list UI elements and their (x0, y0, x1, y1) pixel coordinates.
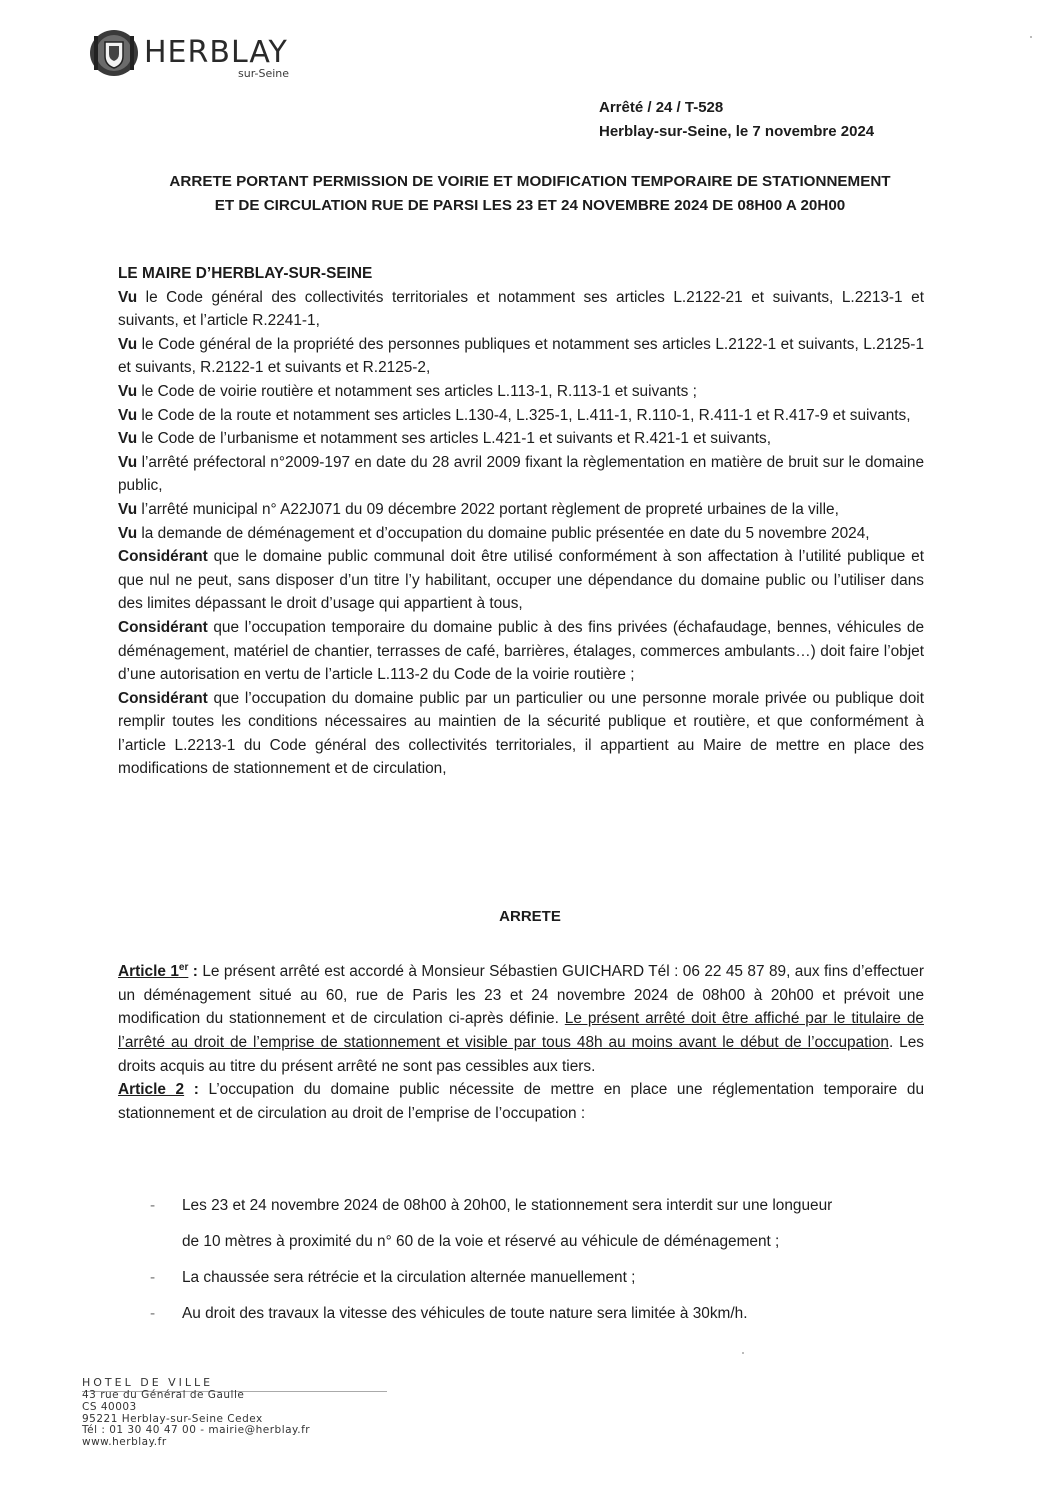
list-item-line-2: de 10 mètres à proximité du n° 60 de la voie et réservé au véhicule de déménagement ; (182, 1233, 780, 1250)
list-item-line-1: Au droit des travaux la vitesse des véhicules de toute nature sera limitée à 30km/h. (182, 1305, 748, 1322)
preamble-item (118, 451, 924, 498)
preamble-item (118, 545, 924, 616)
preamble-text: que l’occupation du domaine public par un particulier ou une personne morale privée ou publique doit remplir toutes les conditions nécessaires au maintien de la sécurité publique et routière, et que conformément à l’article L.2213-1 du Code général des collectivités territoriales, il appartient au Maire de mettre en place des modifications de stationnement et de circulation, (118, 689, 924, 778)
maire-heading: LE MAIRE D’HERBLAY-SUR-SEINE (118, 265, 373, 282)
preamble-text: le Code général de la propriété des personnes publiques et notamment ses articles L.2122-1 et suivants, L.2125-1 et suivants, R.2122-1 et suivants et R.2125-2, (118, 335, 924, 377)
preamble-keyword: Vu (118, 430, 138, 448)
bullet-dash: - (150, 1269, 156, 1286)
arrete-reference: Arrêté / 24 / T-528 (599, 99, 724, 116)
article-1-sup: er (178, 962, 189, 973)
preamble-item (118, 616, 924, 687)
preamble-keyword: Considérant (118, 548, 208, 566)
arrete-reference-block (599, 96, 939, 144)
preamble-text: la demande de déménagement et d’occupation du domaine public présentée en date du 5 novembre 2024, (137, 524, 870, 542)
article-2-colon: : (184, 1081, 199, 1099)
preamble-item (118, 404, 924, 428)
article-1-label (118, 963, 188, 980)
footer-line: 95221 Herblay-sur-Seine Cedex (82, 1412, 263, 1425)
preamble-item (118, 427, 924, 451)
footer-line: www.herblay.fr (82, 1436, 167, 1449)
articles (118, 956, 924, 1125)
preamble-text: le Code général des collectivités territoriales et notamment ses articles L.2122-21 et suivants, L.2213-1 et suivants, et l’article R.2241-1, (118, 288, 924, 330)
measures-list (148, 1194, 928, 1338)
preamble (118, 262, 924, 781)
preamble-item (118, 333, 924, 380)
place-date: Herblay-sur-Seine, le 7 novembre 2024 (599, 123, 875, 140)
preamble-text: le Code de la route et notamment ses articles L.130-4, L.325-1, L.411-1, R.110-1, R.411-1 et R.417-9 et suivants, (137, 406, 911, 424)
list-item-line-1: Les 23 et 24 novembre 2024 de 08h00 à 20h00, le stationnement sera interdit sur une longueur (182, 1197, 833, 1214)
preamble-text: que l’occupation temporaire du domaine public à des fins privées (échafaudage, bennes, véhicules de déménagement, matériel de chantier, terrasses de café, barrières, étalages, commerces ambulants…) doit faire l’objet d’une autorisation en vertu de l’article L.113-2 du Code de la voirie routière ; (118, 618, 924, 684)
preamble-item (118, 687, 924, 781)
article-2-label: Article 2 (118, 1081, 185, 1099)
preamble-text: l’arrêté préfectoral n°2009-197 en date du 28 avril 2009 fixant la règlementation en matière de bruit sur le domaine public, (118, 453, 924, 495)
article-2-text: L’occupation du domaine public nécessite de mettre en place une réglementation temporaire du stationnement et de circulation au droit de l’emprise de l’occupation : (118, 1081, 925, 1122)
preamble-keyword: Vu (118, 524, 138, 542)
preamble-text: que le domaine public communal doit être utilisé conformément à son affectation à l’utilité publique et que nul ne peut, sans disposer d’un titre l’y habilitant, occuper une dépendance du domaine public ou l’utiliser dans des limites dépassant le droit d’usage qui appartient à tous, (118, 548, 924, 613)
footer-address (82, 1376, 402, 1449)
bullet-dash: - (150, 1197, 156, 1214)
article-1-text-b: . Les droits acquis au titre du présent arrêté ne sont pas cessibles aux tiers. (118, 1033, 924, 1075)
preamble-text: l’arrêté municipal n° A22J071 du 09 décembre 2022 portant règlement de propreté urbaines de la ville, (137, 500, 839, 518)
list-item (148, 1194, 928, 1254)
article-1-colon: : (188, 963, 198, 981)
logo-subtitle: sur-Seine (238, 67, 290, 80)
herblay-logo (88, 22, 328, 84)
preamble-keyword: Considérant (118, 689, 208, 707)
article-1-text-a: Le présent arrêté est accordé à Monsieur Sébastien GUICHARD Tél : 06 22 45 87 89, aux fins d’effectuer un déménagement situé au 60, rue de Paris les 23 et 24 novembre 2024 de 08h00 à 20h00 et prévoit une modification du stationnement et de circulation ci-après définie. (118, 963, 924, 1028)
footer-line: 43 rue du Général de Gaulle (82, 1389, 245, 1401)
preamble-item (118, 286, 924, 333)
list-item (148, 1302, 928, 1326)
scan-speck (1030, 36, 1032, 38)
preamble-keyword: Vu (118, 406, 138, 424)
preamble-keyword: Vu (118, 453, 138, 471)
preamble-keyword: Considérant (118, 618, 208, 636)
logo-name: HERBLAY (144, 35, 288, 70)
title-line-2: ET DE CIRCULATION RUE DE PARSI LES 23 ET 24 NOVEMBRE 2024 DE 08H00 A 20H00 (214, 197, 846, 214)
preamble-keyword: Vu (118, 500, 138, 518)
title-line-1: ARRETE PORTANT PERMISSION DE VOIRIE ET MODIFICATION TEMPORAIRE DE STATIONNEMENT (169, 173, 891, 190)
preamble-item (118, 380, 924, 404)
preamble-keyword: Vu (118, 288, 138, 306)
preamble-keyword: Vu (118, 382, 138, 400)
preamble-keyword: Vu (118, 335, 138, 353)
list-item (148, 1266, 928, 1290)
list-item-line-1: La chaussée sera rétrécie et la circulation alternée manuellement ; (182, 1269, 636, 1286)
arrete-heading: ARRETE (499, 908, 561, 925)
coat-of-arms-icon (88, 28, 140, 78)
document-title (80, 170, 980, 218)
preamble-item (118, 522, 924, 546)
article-1-display-notice: Le présent arrêté doit être affiché par le titulaire de l’arrêté au droit de l’emprise de stationnement et visible par tous 48h au moins avant le début de l’occupation (118, 1010, 924, 1051)
scan-speck (742, 1352, 744, 1354)
preamble-item (118, 498, 924, 522)
footer-line: Tél : 01 30 40 47 00 - mairie@herblay.fr (82, 1424, 311, 1437)
article-1-label-text: Article 1 (118, 963, 179, 981)
footer-line: CS 40003 (82, 1400, 137, 1413)
preamble-text: le Code de l’urbanisme et notamment ses articles L.421-1 et suivants et R.421-1 et suivants, (137, 430, 772, 448)
article-1 (118, 956, 924, 1078)
footer-heading: HOTEL DE VILLE (82, 1376, 214, 1389)
bullet-dash: - (150, 1305, 156, 1322)
article-2 (118, 1078, 924, 1125)
preamble-text: le Code de voirie routière et notamment ses articles L.113-1, R.113-1 et suivants ; (137, 382, 697, 400)
